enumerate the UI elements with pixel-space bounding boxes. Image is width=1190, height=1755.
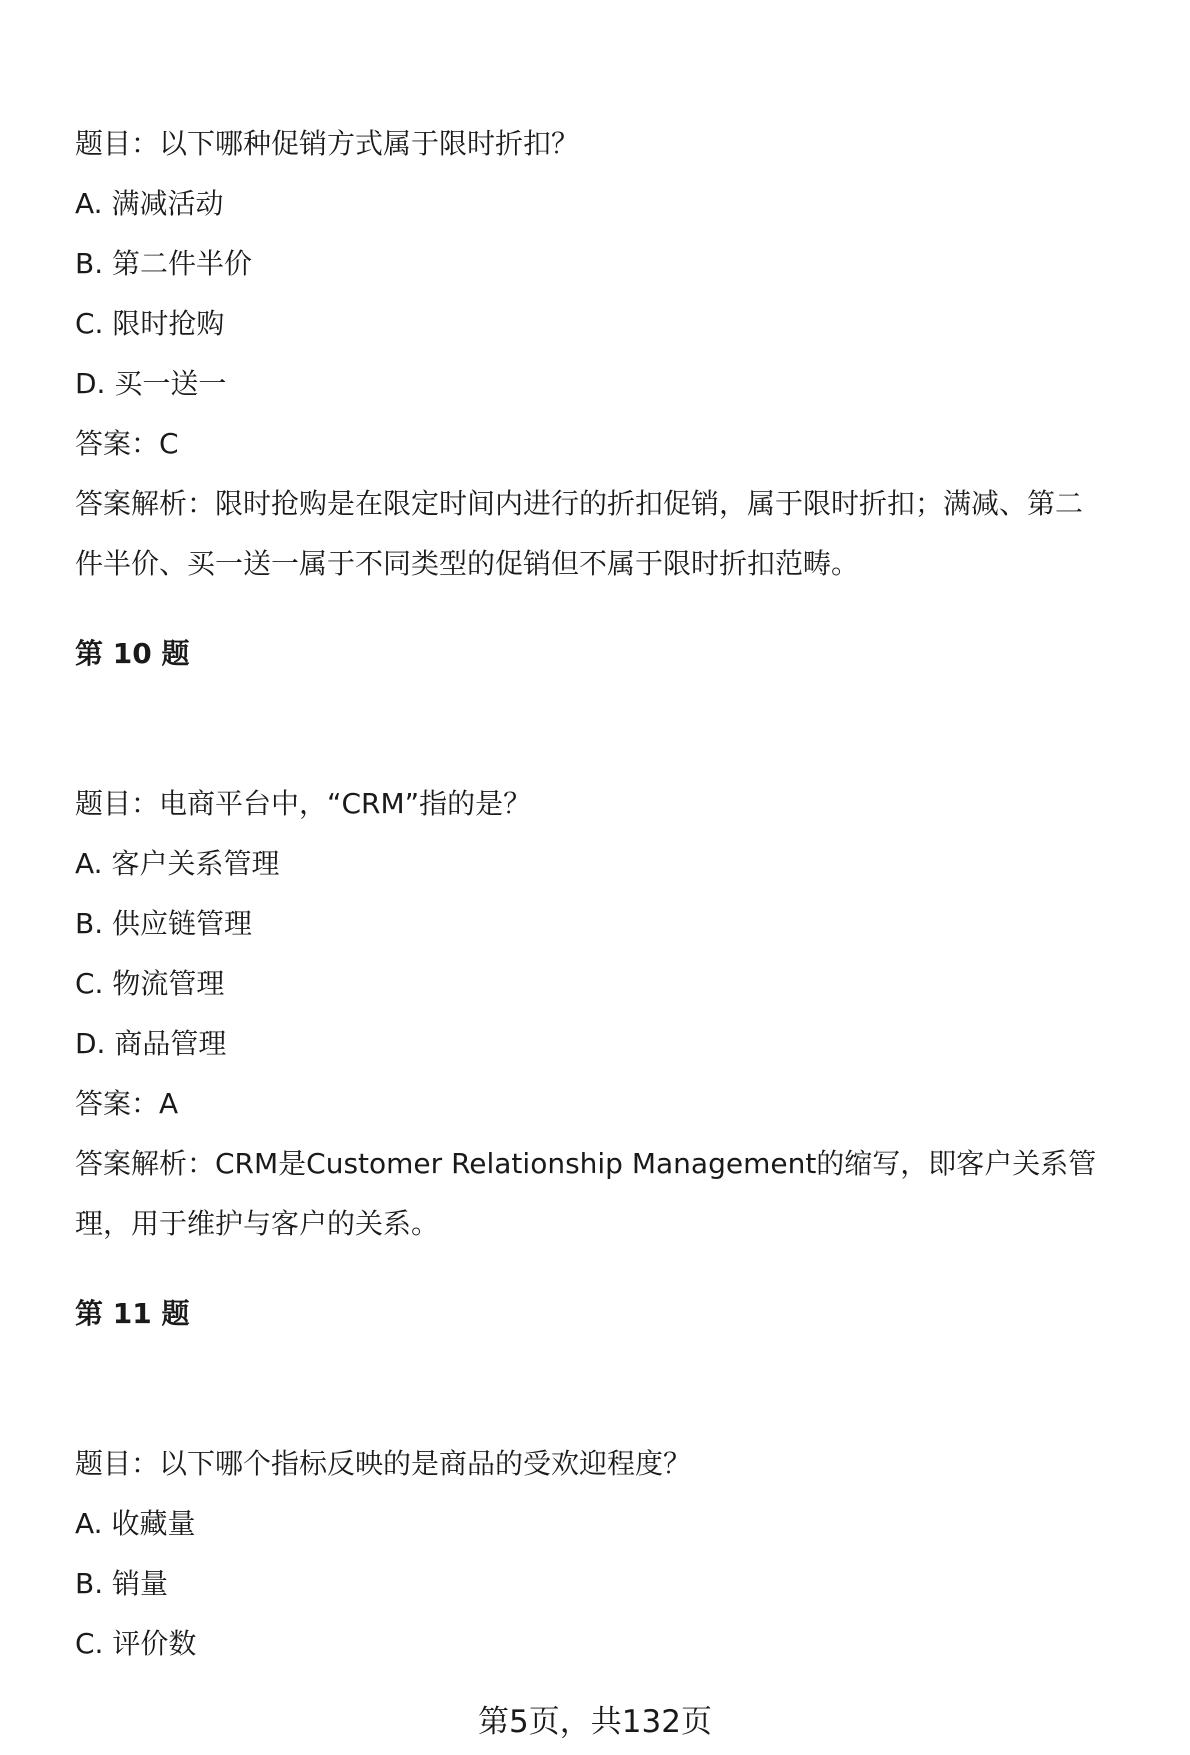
page-number-footer: 第5页，共132页 [478, 1704, 712, 1740]
question-9-option-a: A. 满减活动 [75, 187, 224, 220]
question-11-text: 题目：以下哪个指标反映的是商品的受欢迎程度？ [75, 1447, 692, 1480]
question-9-explanation-line-1: 答案解析：限时抢购是在限定时间内进行的折扣促销，属于限时折扣；满减、第二 [75, 487, 1084, 520]
question-11-option-b: B. 销量 [75, 1567, 169, 1600]
question-9-option-d: D. 买一送一 [75, 367, 227, 400]
question-10-heading: 第 10 题 [75, 637, 190, 670]
question-10-option-a: A. 客户关系管理 [75, 847, 280, 880]
question-11-option-a: A. 收藏量 [75, 1507, 196, 1540]
question-10-option-b: B. 供应链管理 [75, 907, 253, 940]
question-10-answer: 答案：A [75, 1087, 179, 1120]
question-9-text: 题目：以下哪种促销方式属于限时折扣？ [75, 127, 580, 160]
question-10-option-d: D. 商品管理 [75, 1027, 227, 1060]
question-11-option-c: C. 评价数 [75, 1627, 197, 1660]
question-10-explanation-line-2: 理，用于维护与客户的关系。 [75, 1207, 440, 1240]
question-10-text: 题目：电商平台中，“CRM”指的是？ [75, 787, 532, 820]
question-11-heading: 第 11 题 [75, 1297, 190, 1330]
question-9-explanation-line-2: 件半价、买一送一属于不同类型的促销但不属于限时折扣范畴。 [75, 547, 860, 580]
question-9-option-c: C. 限时抢购 [75, 307, 225, 340]
question-10-option-c: C. 物流管理 [75, 967, 225, 1000]
question-9-answer: 答案：C [75, 427, 179, 460]
question-10-explanation-line-1: 答案解析：CRM是Customer Relationship Management的缩写，即客户关系管 [75, 1147, 1097, 1180]
question-9-option-b: B. 第二件半价 [75, 247, 253, 280]
